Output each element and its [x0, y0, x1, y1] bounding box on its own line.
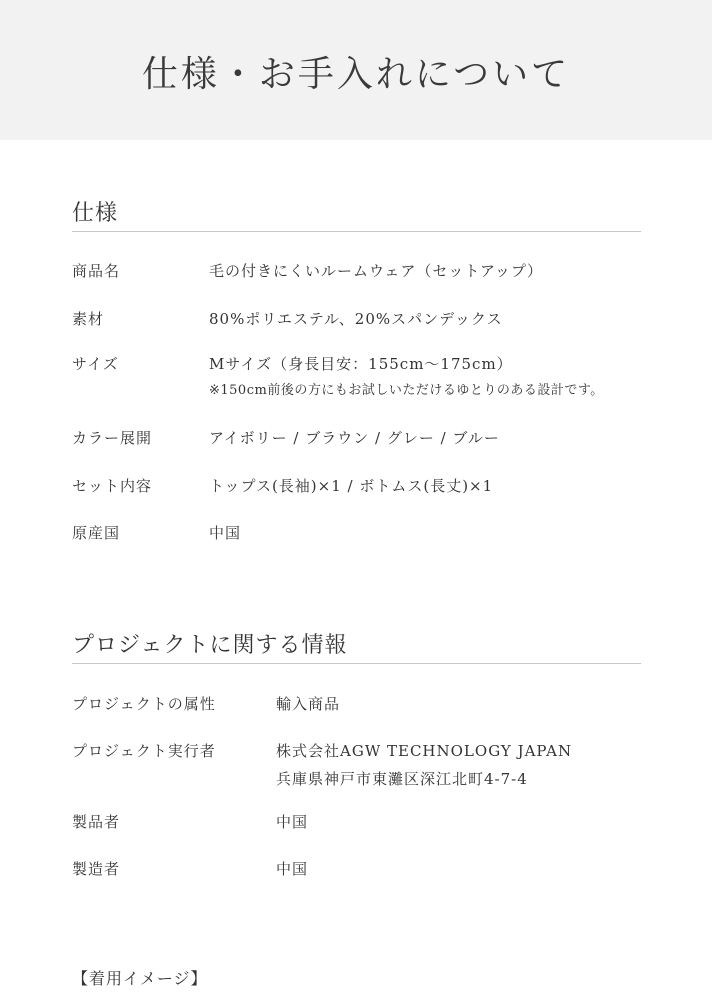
- project-section: [72, 628, 641, 898]
- spec-value: 80%ポリエステル、20%スパンデックス: [209, 310, 503, 328]
- spec-value: Mサイズ（身長目安：155cm〜175cm）: [209, 355, 513, 373]
- spec-value: トップス(長袖)×1 / ボトムス(長丈)×1: [209, 477, 494, 495]
- project-heading: プロジェクトに関する情報: [72, 628, 641, 664]
- spec-value: 中国: [209, 524, 242, 542]
- title-banner: [0, 0, 712, 140]
- company-address: 兵庫県神戸市東灘区深江北町4-7-4: [276, 770, 528, 788]
- project-label: プロジェクト実行者: [72, 742, 216, 760]
- project-value: 輸入商品: [276, 695, 341, 713]
- spec-label: 商品名: [72, 262, 121, 280]
- project-label: 製造者: [72, 860, 121, 878]
- specs-section: [72, 196, 641, 566]
- project-label: 製品者: [72, 813, 121, 831]
- spec-value-block: [209, 353, 604, 401]
- spec-label: セット内容: [72, 477, 153, 495]
- size-note: ※150cm前後の方にもお試しいただけるゆとりのある設計です。: [209, 383, 604, 398]
- spec-label: 素材: [72, 310, 105, 328]
- page-title: 仕様・お手入れについて: [141, 53, 571, 95]
- project-label: プロジェクトの属性: [72, 695, 216, 713]
- project-value: 中国: [276, 860, 309, 878]
- spec-value: アイボリー / ブラウン / グレー / ブルー: [209, 429, 500, 447]
- wearing-image-caption: 【着用イメージ】: [72, 969, 208, 988]
- company-name: 株式会社AGW TECHNOLOGY JAPAN: [276, 742, 573, 760]
- spec-label: サイズ: [72, 355, 119, 373]
- specs-heading: 仕様: [72, 196, 641, 232]
- project-value-block: [276, 740, 572, 790]
- spec-value: 毛の付きにくいルームウェア（セットアップ）: [209, 262, 544, 280]
- project-value: 中国: [276, 813, 309, 831]
- spec-label: 原産国: [72, 524, 121, 542]
- spec-label: カラー展開: [72, 429, 153, 447]
